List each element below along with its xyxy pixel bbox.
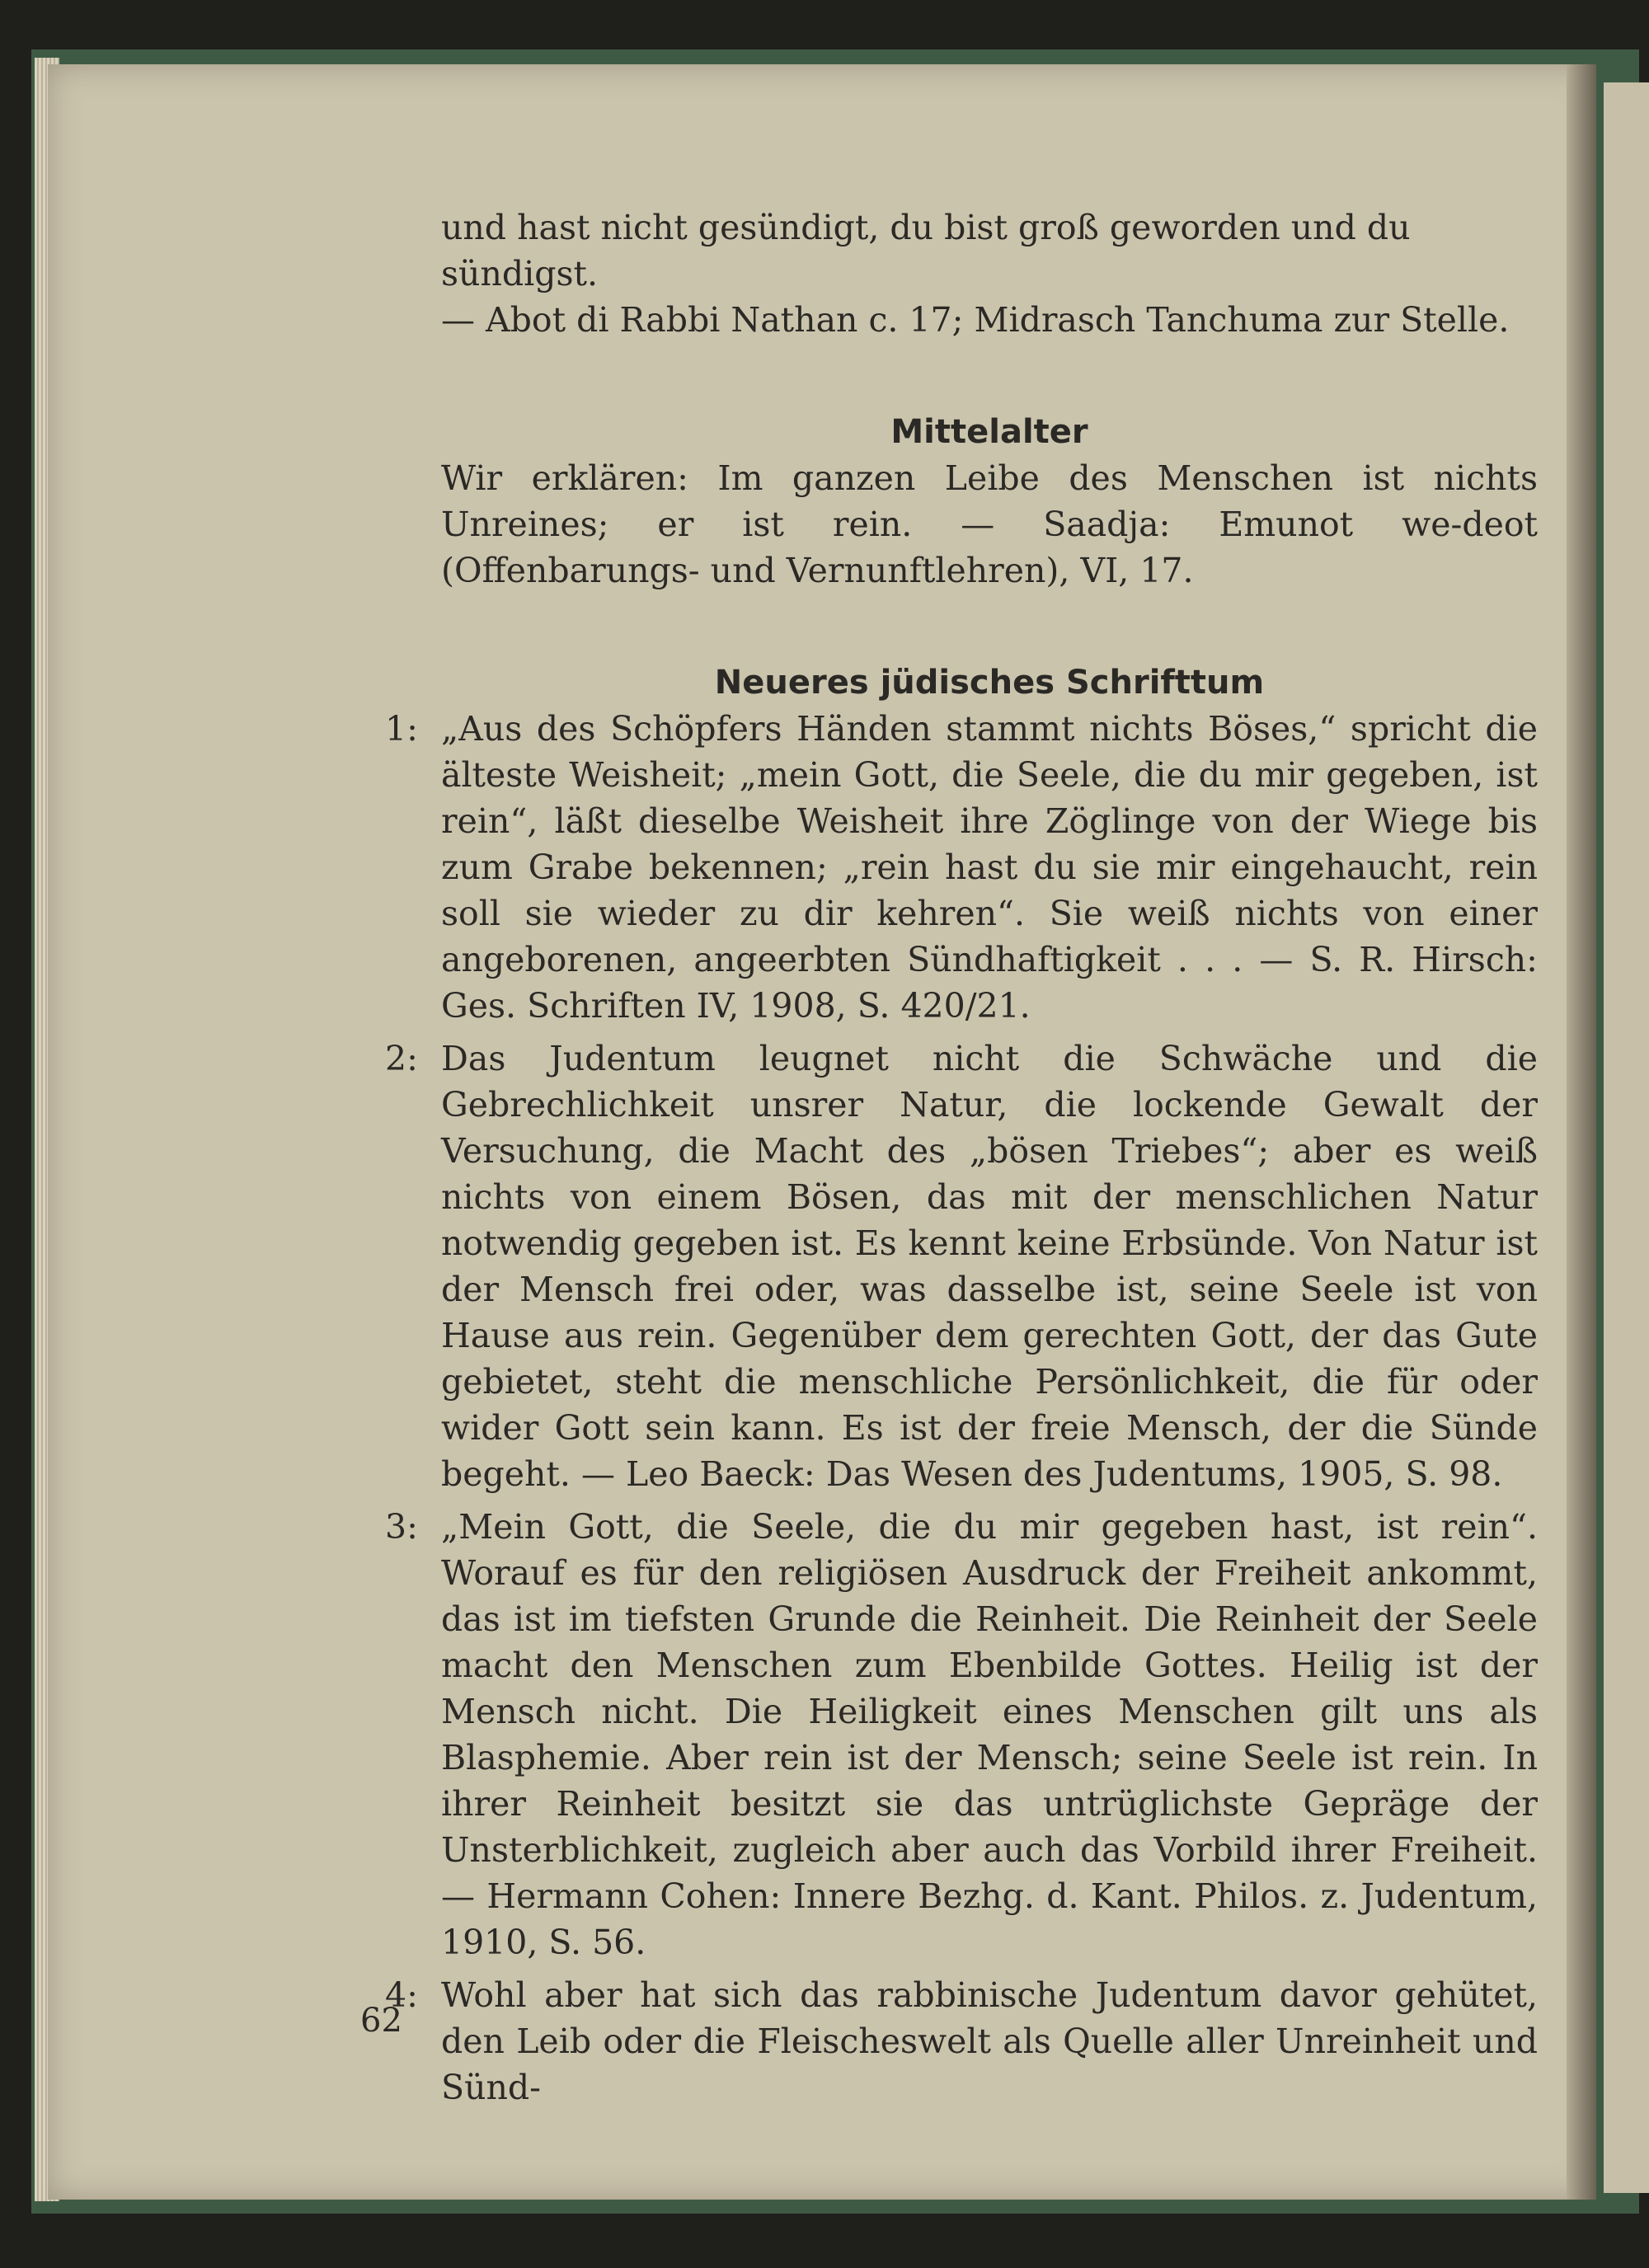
section-heading-medieval: Mittelalter [890,413,1088,451]
entry-text: „Aus des Schöpfers Händen stammt nichts Böses,“ spricht die älteste Weisheit; „mein Gott, die Seele, die du mir gegeben, ist rein“, läßt dieselbe Weisheit ihre Zöglinge von der Wiege bis zum Grabe bekennen; „rein hast du sie mir eingehaucht, rein soll sie wieder zu dir kehren“. Sie weiß nichts von einer angeborenen, angeerbten Sündhaftigkeit . . . — S. R. Hirsch: Ges. Schriften IV, 1908, S. 420/21. [441,709,1538,1026]
entry-number: 2: [385,1039,418,1078]
entry-number: 3: [385,1507,418,1547]
entry-2 [385,1035,1538,1497]
entry-1 [385,706,1538,1029]
opening-line: und hast nicht gesündigt, du bist groß geworden und du sündigst. [441,208,1411,293]
entry-number: 4: [385,1975,418,2015]
page-gutter [1567,64,1596,2200]
entry-text: Das Judentum leugnet nicht die Schwäche und die Gebrechlichkeit unsrer Natur, die lockende Gewalt der Versuchung, die Macht des „bösen Triebes“; aber es weiß nichts von einem Bösen, das mit der menschlichen Natur notwendig gegeben ist. Es kennt keine Erbsünde. Von Natur ist der Mensch frei oder, was dasselbe ist, seine Seele ist von Hause aus rein. Gegenüber dem gerechten Gott, der das Gute gebietet, steht die menschliche Persönlichkeit, die für oder wider Gott sein kann. Es ist der freie Mensch, der die Sünde begeht. — Leo Baeck: Das Wesen des Judentums, 1905, S. 98. [441,1039,1538,1494]
page-number: 62 [360,2002,402,2040]
medieval-text: Wir erklären: Im ganzen Leibe des Menschen ist nichts Unreines; er ist rein. — Saadja: Emunot we-deot (Offenbarungs- und Vernunftlehren), VI, 17. [441,458,1538,590]
entry-3 [385,1504,1538,1965]
entry-4 [385,1972,1538,2111]
section-heading-modern: Neueres jüdisches Schrifttum [714,664,1265,702]
facing-page-edge [1604,82,1649,2193]
entry-number: 1: [385,709,418,749]
entry-text: Wohl aber hat sich das rabbinische Judentum davor gehütet, den Leib oder die Fleischeswelt als Quelle aller Unreinheit und Sünd- [441,1975,1538,2107]
opening-citation: — Abot di Rabbi Nathan c. 17; Midrasch Tanchuma zur Stelle. [441,300,1510,340]
entry-text: „Mein Gott, die Seele, die du mir gegeben hast, ist rein“. Worauf es für den religiösen Ausdruck der Freiheit ankommt, das ist im tiefsten Grunde die Reinheit. Die Reinheit der Seele macht den Menschen zum Ebenbilde Gottes. Heilig ist der Mensch nicht. Die Heiligkeit eines Menschen gilt uns als Blasphemie. Aber rein ist der Mensch; seine Seele ist rein. In ihrer Reinheit besitzt sie das untrüglichste Gepräge der Unsterblichkeit, zugleich aber auch das Vorbild ihrer Freiheit. — Hermann Cohen: Innere Bezhg. d. Kant. Philos. z. Judentum, 1910, S. 56. [441,1507,1538,1962]
text-column [385,204,1538,2117]
